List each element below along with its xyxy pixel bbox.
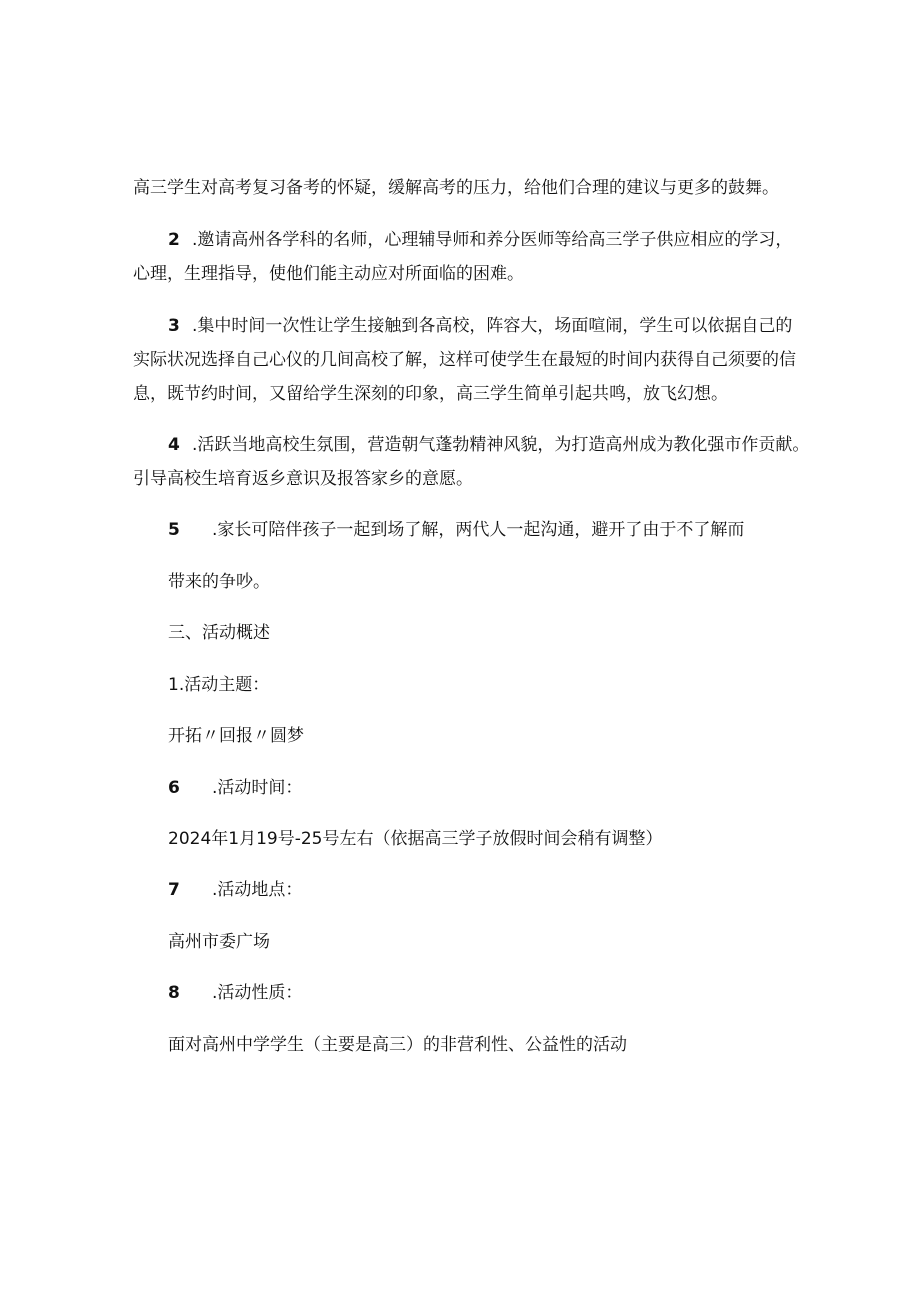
theme-label: 1.活动主题：	[168, 675, 270, 695]
section-heading: 三、活动概述	[168, 623, 270, 643]
place-label-line	[168, 878, 302, 902]
list-item-2-line-2: 心理，生理指导，使他们能主动应对所面临的困难。	[133, 264, 524, 284]
place-number: 7	[168, 880, 180, 900]
list-item-2-number: 2	[168, 230, 180, 250]
list-item-5-line-2: 带来的争吵。	[168, 572, 270, 592]
nature-value: 面对高州中学学生（主要是高三）的非营利性、公益性的活动	[168, 1035, 627, 1055]
list-item-3-number: 3	[168, 316, 180, 336]
list-item-2-line-1	[168, 228, 792, 252]
list-item-5-text-1: .家长可陪伴孩子一起到场了解，两代人一起沟通，避开了由于不了解而	[212, 520, 745, 540]
theme-value: 开拓〃回报〃圆梦	[168, 726, 304, 746]
place-label: .活动地点：	[212, 880, 303, 900]
list-item-5-line-1	[168, 518, 744, 542]
list-item-4-line-2: 引导高校生培育返乡意识及报答家乡的意愿。	[133, 469, 473, 489]
list-item-3-line-3: 息，既节约时间，又留给学生深刻的印象，高三学生简单引起共鸣，放飞幻想。	[133, 384, 728, 404]
nature-number: 8	[168, 983, 180, 1003]
time-value: 2024年1月19号-25号左右（依据高三学子放假时间会稍有调整）	[168, 829, 663, 849]
time-number: 6	[168, 778, 180, 798]
place-value: 高州市委广场	[168, 932, 270, 952]
list-item-5-number: 5	[168, 520, 180, 540]
nature-label-line	[168, 981, 302, 1005]
intro-continuation: 高三学生对高考复习备考的怀疑，缓解高考的压力，给他们合理的建议与更多的鼓舞。	[133, 178, 779, 198]
list-item-4-number: 4	[168, 435, 180, 455]
list-item-3-text-1: .集中时间一次性让学生接触到各高校，阵容大，场面喧闹，学生可以依据自己的	[192, 316, 793, 336]
list-item-4-line-1	[168, 433, 809, 457]
list-item-3-line-2: 实际状况选择自己心仪的几间高校了解，这样可使学生在最短的时间内获得自己须要的信	[133, 350, 796, 370]
time-label-line	[168, 776, 302, 800]
list-item-4-text-1: .活跃当地高校生氛围，营造朝气蓬勃精神风貌，为打造高州成为教化强市作贡献。	[192, 435, 810, 455]
nature-label: .活动性质：	[212, 983, 303, 1003]
list-item-2-text-1: .邀请高州各学科的名师，心理辅导师和养分医师等给高三学子供应相应的学习，	[192, 230, 793, 250]
time-label: .活动时间：	[212, 778, 303, 798]
list-item-3-line-1	[168, 314, 792, 338]
